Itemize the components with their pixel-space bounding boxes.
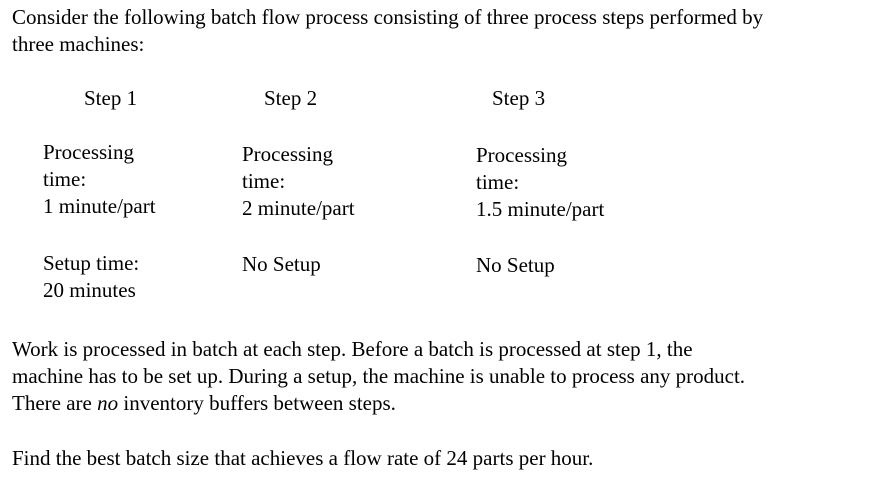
work-line-3-start: There are bbox=[12, 391, 98, 415]
intro-line-2: three machines: bbox=[12, 32, 145, 56]
work-line-3 bbox=[12, 390, 745, 417]
step-2-processing-value: 2 minute/part bbox=[242, 196, 355, 220]
work-line-3-end: inventory buffers between steps. bbox=[118, 391, 396, 415]
intro-line-1: Consider the following batch flow process consisting of three process steps performed by bbox=[12, 5, 764, 29]
step-1-setup-label: Setup time: bbox=[43, 251, 140, 275]
step-3-time-label: time: bbox=[476, 170, 520, 194]
step-2-setup bbox=[242, 251, 321, 278]
work-paragraph bbox=[12, 336, 745, 417]
step-1-setup-value: 20 minutes bbox=[43, 278, 136, 302]
step-3-setup-value: No Setup bbox=[476, 253, 555, 277]
step-2-processing-label: Processing bbox=[242, 142, 333, 166]
emphasis-no: no bbox=[97, 391, 119, 415]
step-1-processing-value: 1 minute/part bbox=[43, 194, 156, 218]
work-line-2: machine has to be set up. During a setup, the machine is unable to process any product. bbox=[12, 364, 746, 388]
step-1-processing-label: Processing bbox=[43, 140, 134, 164]
step-2-processing-time bbox=[242, 141, 355, 222]
step-3-setup bbox=[476, 252, 555, 279]
question-paragraph: Find the best batch size that achieves a flow rate of 24 parts per hour. bbox=[12, 446, 594, 470]
step-1-heading: Step 1 bbox=[84, 86, 138, 110]
step-1-setup-time bbox=[43, 250, 139, 304]
step-2-time-label: time: bbox=[242, 169, 286, 193]
step-1-time-label: time: bbox=[43, 167, 87, 191]
step-2-setup-value: No Setup bbox=[242, 252, 321, 276]
step-3-processing-time bbox=[476, 142, 604, 223]
step-3-heading: Step 3 bbox=[492, 86, 546, 110]
intro-paragraph bbox=[12, 4, 763, 58]
step-1-processing-time bbox=[43, 139, 156, 220]
step-2-heading: Step 2 bbox=[264, 86, 318, 110]
work-line-1: Work is processed in batch at each step. Before a batch is processed at step 1, the bbox=[12, 337, 693, 361]
step-3-processing-value: 1.5 minute/part bbox=[476, 197, 605, 221]
step-3-processing-label: Processing bbox=[476, 143, 567, 167]
